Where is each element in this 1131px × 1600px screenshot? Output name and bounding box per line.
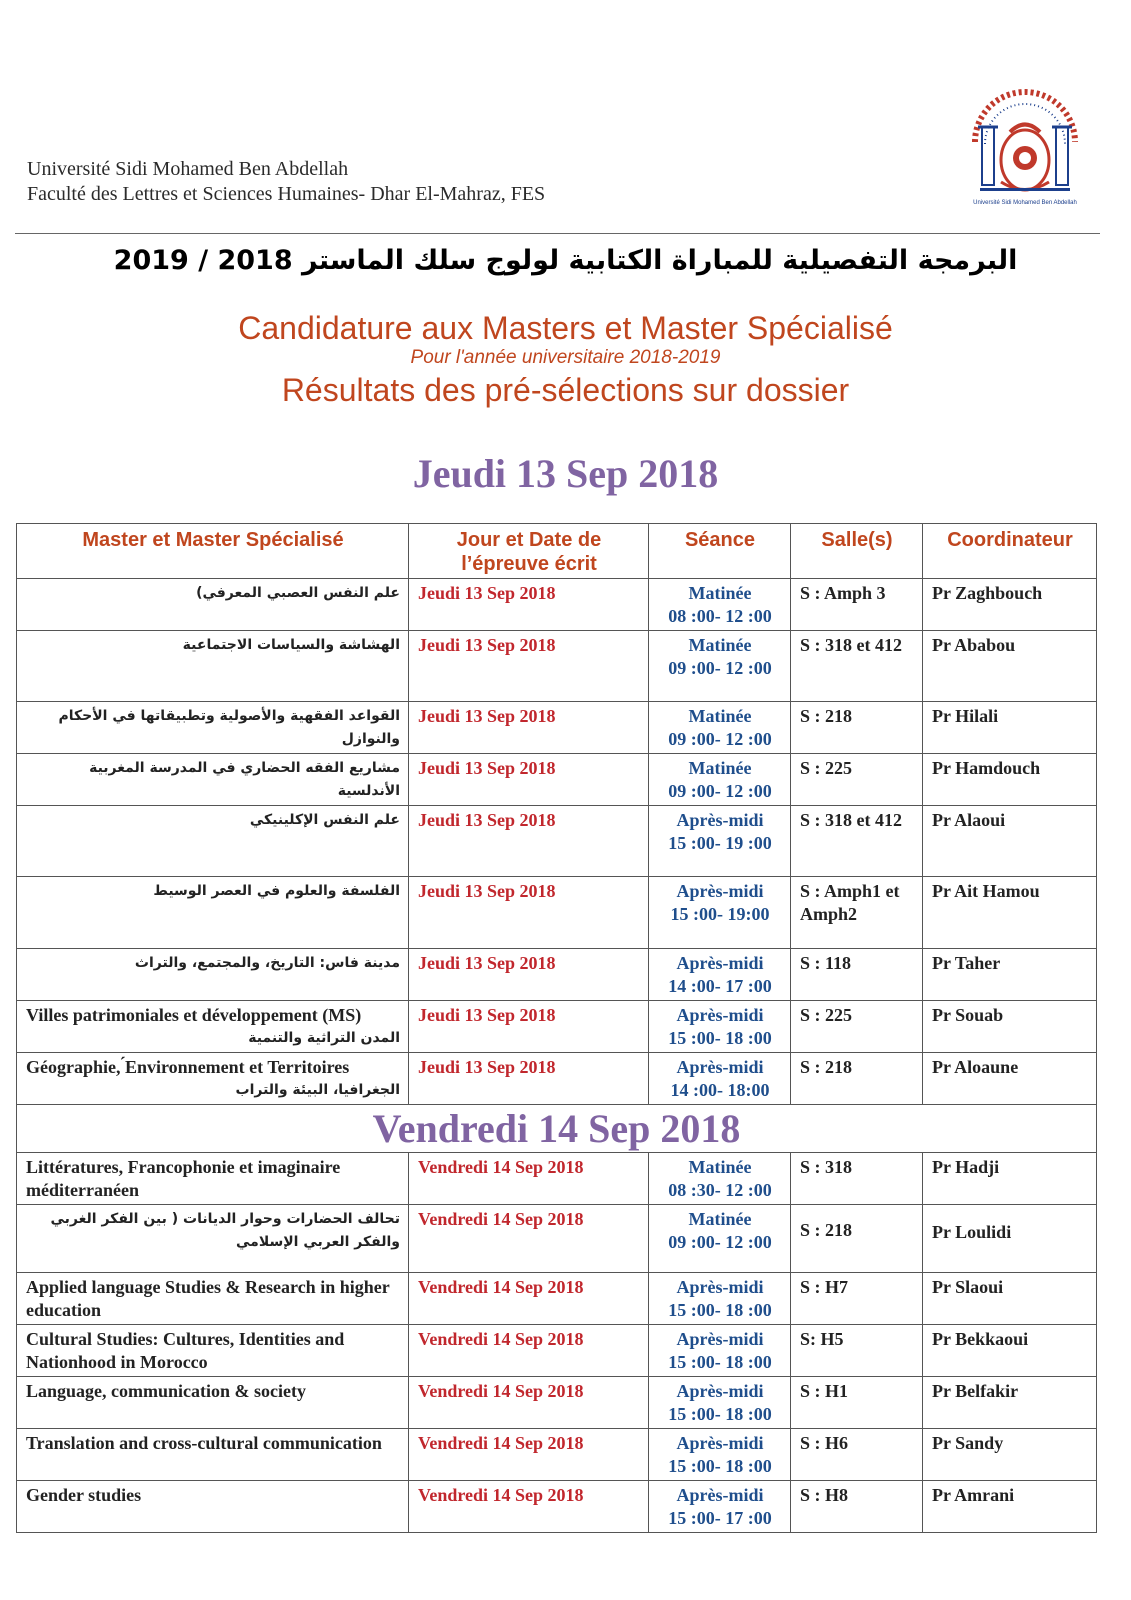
master-name: Language, communication & society [17,1377,409,1429]
header-divider [15,233,1100,234]
table-row [17,579,1097,631]
table-row [17,1153,1097,1205]
seance: Après-midi 15 :00- 18 :00 [649,1377,791,1429]
table-row [17,702,1097,754]
header-salle: Salle(s) [791,524,923,579]
table-row [17,1325,1097,1377]
results-title: Résultats des pré-sélections sur dossier [281,372,850,408]
coordinator: Pr Loulidi [923,1205,1097,1273]
coordinator: Pr Taher [923,949,1097,1001]
academic-year: Pour l'année universitaire 2018-2019 [410,347,721,368]
seance: Matinée 09 :00- 12 :00 [649,702,791,754]
salle: S : H6 [791,1429,923,1481]
exam-date: Jeudi 13 Sep 2018 [409,806,649,877]
salle: S : Amph 3 [791,579,923,631]
salle: S : 218 [791,1053,923,1105]
master-name: Littératures, Francophonie et imaginaire méditerranéen [17,1153,409,1205]
table-row [17,1273,1097,1325]
salle: S : 225 [791,1001,923,1053]
salle: S : 218 [791,1205,923,1273]
table-row [17,877,1097,949]
master-name: القواعد الفقهية والأصولية وتطبيقاتها في الأحكام والنوازل [17,702,409,754]
candidature-title: Candidature aux Masters et Master Spécialisé [238,310,893,346]
master-name: الفلسفة والعلوم في العصر الوسيط [17,877,409,949]
arabic-title: البرمجة التفصيلية للمباراة الكتابية لولوج سلك الماستر 2018 / 2019 [113,245,1018,276]
faculty-name: Faculté des Lettres et Sciences Humaines- Dhar El-Mahraz, FES [27,183,546,205]
coordinator: Pr Slaoui [923,1273,1097,1325]
logo-caption: Université Sidi Mohamed Ben Abdellah [973,200,1077,206]
day2-heading: Vendredi 14 Sep 2018 [17,1105,1097,1153]
exam-date: Jeudi 13 Sep 2018 [409,1001,649,1053]
master-name: تحالف الحضارات وحوار الديانات ( بين الفكر الغربي والفكر العربي الإسلامي [17,1205,409,1273]
master-name: Villes patrimoniales et développement (MS) المدن التراثية والتنمية [17,1001,409,1053]
master-name: Géographie, ́Environnement et Territoires الجغرافيا، البيئة والتراب [17,1053,409,1105]
exam-date: Jeudi 13 Sep 2018 [409,1053,649,1105]
exam-date: Vendredi 14 Sep 2018 [409,1325,649,1377]
exam-date: Jeudi 13 Sep 2018 [409,702,649,754]
coordinator: Pr Zaghbouch [923,579,1097,631]
seance: Après-midi 15 :00- 19 :00 [649,806,791,877]
table-row [17,1429,1097,1481]
master-name: Applied language Studies & Research in higher education [17,1273,409,1325]
seance: Après-midi 15 :00- 18 :00 [649,1001,791,1053]
coordinator: Pr Bekkaoui [923,1325,1097,1377]
seance: Après-midi 14 :00- 18:00 [649,1053,791,1105]
exam-date: Vendredi 14 Sep 2018 [409,1153,649,1205]
table-row [17,1001,1097,1053]
seance: Après-midi 15 :00- 18 :00 [649,1273,791,1325]
exam-date: Vendredi 14 Sep 2018 [409,1273,649,1325]
salle: S : 318 et 412 [791,631,923,702]
salle: S : Amph1 et Amph2 [791,877,923,949]
seance: Matinée 09 :00- 12 :00 [649,1205,791,1273]
table-row [17,1481,1097,1533]
master-name: مدينة فاس: التاريخ، والمجتمع، والتراث [17,949,409,1001]
salle: S : 118 [791,949,923,1001]
salle: S : H1 [791,1377,923,1429]
salle: S : 318 [791,1153,923,1205]
master-name: Translation and cross-cultural communication [17,1429,409,1481]
salle: S : H8 [791,1481,923,1533]
table-row [17,806,1097,877]
table-row [17,1377,1097,1429]
exam-date: Vendredi 14 Sep 2018 [409,1205,649,1273]
table-row [17,1205,1097,1273]
salle: S : 218 [791,702,923,754]
master-name: علم النفس العصبي المعرفي) [17,579,409,631]
salle: S : H7 [791,1273,923,1325]
coordinator: Pr Aloaune [923,1053,1097,1105]
coordinator: Pr Belfakir [923,1377,1097,1429]
university-logo [960,72,1090,212]
university-name: Université Sidi Mohamed Ben Abdellah [27,158,349,180]
header-date: Jour et Date de l’épreuve écrit [409,524,649,579]
exam-date: Jeudi 13 Sep 2018 [409,579,649,631]
coordinator: Pr Hadji [923,1153,1097,1205]
coordinator: Pr Ababou [923,631,1097,702]
master-name: Gender studies [17,1481,409,1533]
coordinator: Pr Amrani [923,1481,1097,1533]
master-name: Cultural Studies: Cultures, Identities and Nationhood in Morocco [17,1325,409,1377]
header-institution [27,157,545,207]
coordinator: Pr Ait Hamou [923,877,1097,949]
exam-date: Jeudi 13 Sep 2018 [409,754,649,806]
header-seance: Séance [649,524,791,579]
exam-date: Jeudi 13 Sep 2018 [409,631,649,702]
salle: S : 225 [791,754,923,806]
exam-date: Vendredi 14 Sep 2018 [409,1429,649,1481]
table-row [17,754,1097,806]
exam-date: Vendredi 14 Sep 2018 [409,1481,649,1533]
seance: Après-midi 15 :00- 19:00 [649,877,791,949]
seance: Après-midi 15 :00- 18 :00 [649,1429,791,1481]
day2-heading-row [17,1105,1097,1153]
master-name: الهشاشة والسياسات الاجتماعية [17,631,409,702]
master-name: مشاريع الفقه الحضاري في المدرسة المغربية الأندلسية [17,754,409,806]
coordinator: Pr Hamdouch [923,754,1097,806]
header-coordinator: Coordinateur [923,524,1097,579]
coordinator: Pr Hilali [923,702,1097,754]
seance: Après-midi 15 :00- 18 :00 [649,1325,791,1377]
table-row [17,631,1097,702]
coordinator: Pr Alaoui [923,806,1097,877]
header-master: Master et Master Spécialisé [17,524,409,579]
exam-date: Vendredi 14 Sep 2018 [409,1377,649,1429]
seance: Après-midi 14 :00- 17 :00 [649,949,791,1001]
seance: Matinée 08 :30- 12 :00 [649,1153,791,1205]
exam-date: Jeudi 13 Sep 2018 [409,949,649,1001]
master-name: علم النفس الإكلينيكي [17,806,409,877]
seance: Matinée 08 :00- 12 :00 [649,579,791,631]
salle: S: H5 [791,1325,923,1377]
seance: Matinée 09 :00- 12 :00 [649,754,791,806]
table-row [17,949,1097,1001]
salle: S : 318 et 412 [791,806,923,877]
table-row [17,1053,1097,1105]
seance: Matinée 09 :00- 12 :00 [649,631,791,702]
coordinator: Pr Sandy [923,1429,1097,1481]
exam-date: Jeudi 13 Sep 2018 [409,877,649,949]
day1-heading: Jeudi 13 Sep 2018 [412,451,719,496]
seance: Après-midi 15 :00- 17 :00 [649,1481,791,1533]
coordinator: Pr Souab [923,1001,1097,1053]
schedule-table [16,523,1097,1533]
